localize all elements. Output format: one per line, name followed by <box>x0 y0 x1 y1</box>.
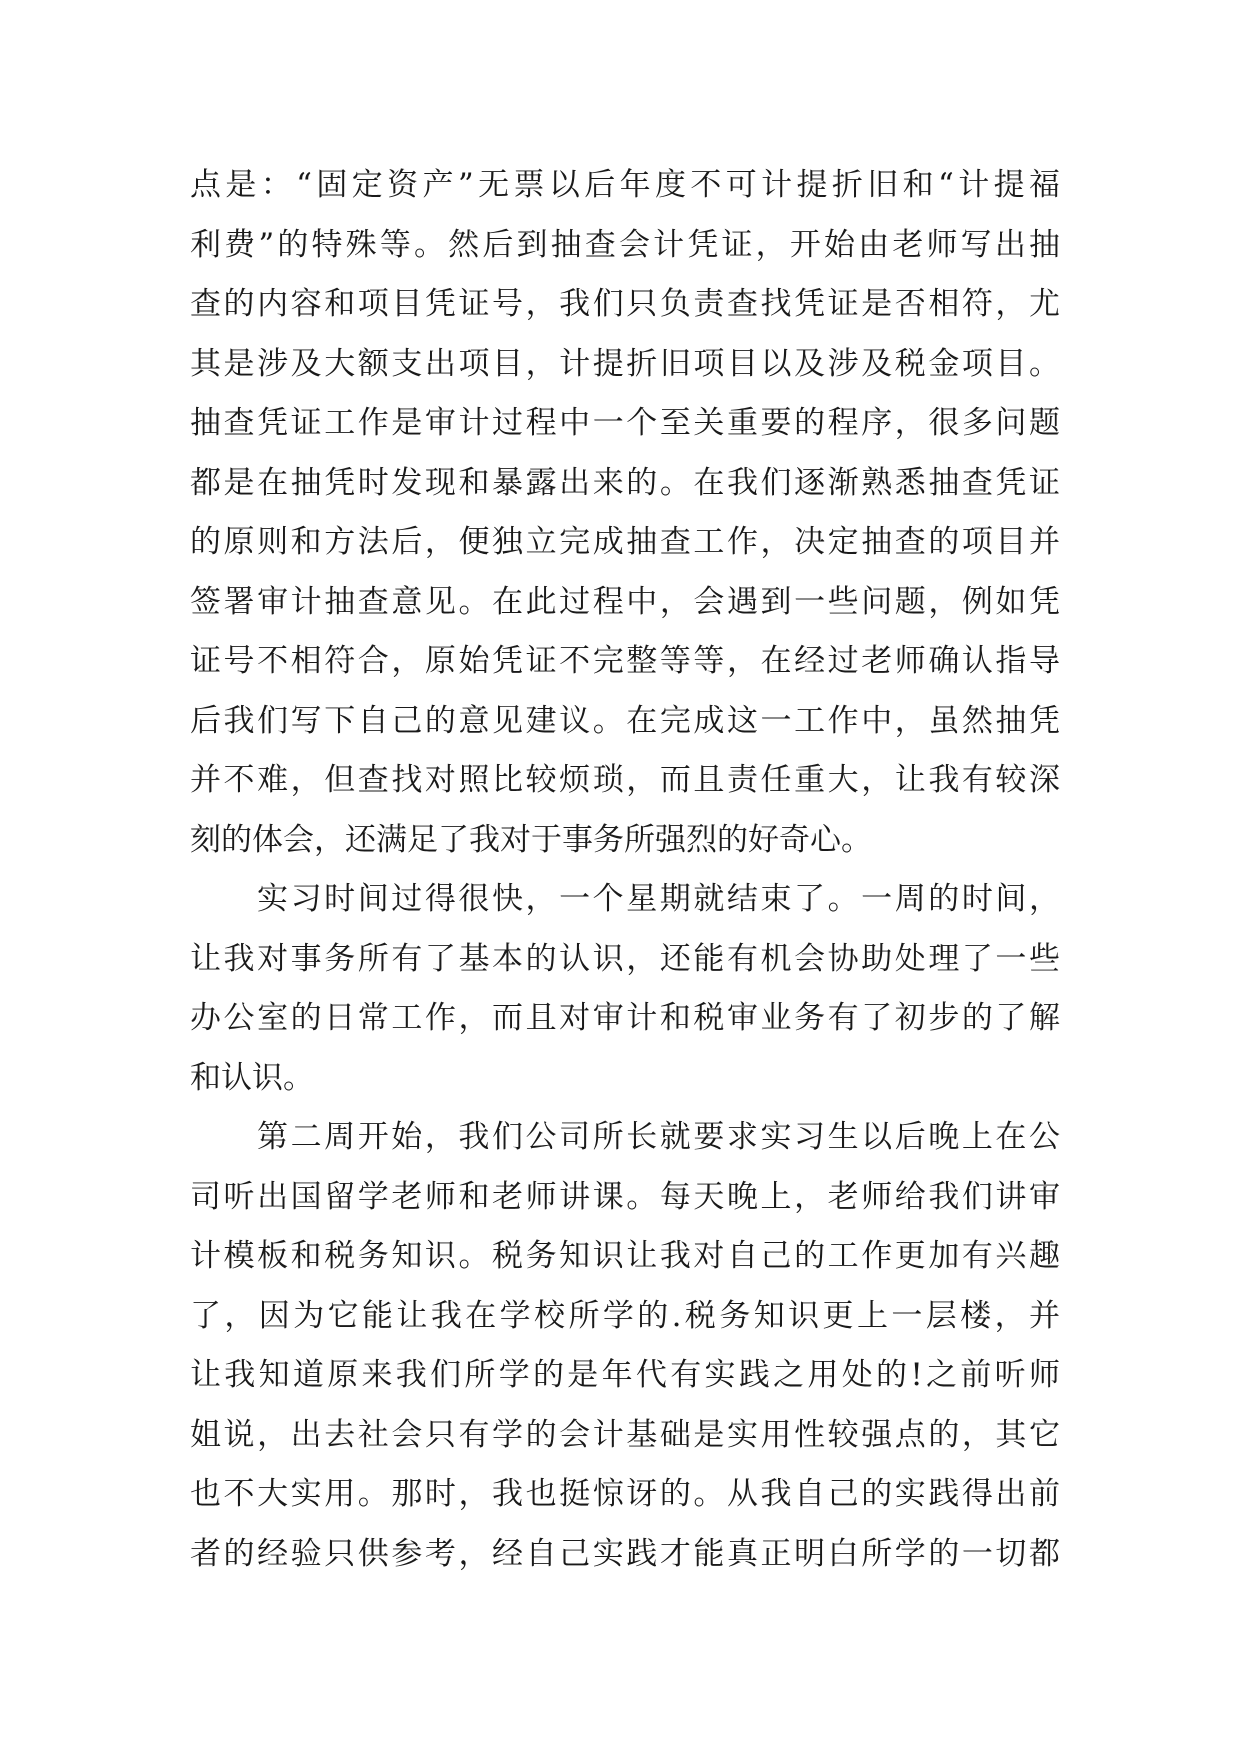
text-line: 和认识。 <box>190 1059 314 1096</box>
text-line: 也不大实用。那时，我也挺惊讶的。从我自己的实践得出前 <box>190 1476 1060 1512</box>
text-line: 签署审计抽查意见。在此过程中，会遇到一些问题，例如凭 <box>190 583 1060 620</box>
text-line: 其是涉及大额支出项目，计提折旧项目以及涉及税金项目。 <box>190 345 1060 382</box>
paragraph-audit-vouchers <box>190 156 1060 870</box>
text-line: 都是在抽凭时发现和暴露出来的。在我们逐渐熟悉抽查凭证 <box>190 464 1060 501</box>
text-line: 了，因为它能让我在学校所学的.税务知识更上一层楼，并 <box>190 1297 1060 1334</box>
text-line: 司听出国留学老师和老师讲课。每天晚上，老师给我们讲审 <box>190 1178 1060 1215</box>
text-line: 后我们写下自己的意见建议。在完成这一工作中，虽然抽凭 <box>190 702 1060 739</box>
text-line: 姐说，出去社会只有学的会计基础是实用性较强点的，其它 <box>190 1416 1060 1453</box>
text-line: 刻的体会，还满足了我对于事务所强烈的好奇心。 <box>190 821 872 858</box>
text-line: 证号不相符合，原始凭证不完整等等，在经过老师确认指导 <box>190 643 1060 679</box>
text-line: 实习时间过得很快，一个星期就结束了。一周的时间， <box>257 881 1060 917</box>
text-line: 点是：“固定资产”无票以后年度不可计提折旧和“计提福 <box>190 167 1060 203</box>
text-line: 让我知道原来我们所学的是年代有实践之用处的!之前听师 <box>190 1357 1060 1393</box>
text-line: 让我对事务所有了基本的认识，还能有机会协助处理了一些 <box>190 940 1060 977</box>
text-line: 办公室的日常工作，而且对审计和税审业务有了初步的了解 <box>190 1000 1060 1036</box>
text-line: 第二周开始，我们公司所长就要求实习生以后晚上在公 <box>257 1119 1060 1155</box>
text-line: 利费”的特殊等。然后到抽查会计凭证，开始由老师写出抽 <box>190 226 1060 263</box>
paragraph-first-week <box>190 870 1060 1108</box>
paragraph-second-week <box>190 1108 1060 1584</box>
text-line: 并不难，但查找对照比较烦琐，而且责任重大，让我有较深 <box>190 762 1060 798</box>
text-line: 查的内容和项目凭证号，我们只负责查找凭证是否相符，尤 <box>190 286 1060 322</box>
text-line: 者的经验只供参考，经自己实践才能真正明白所学的一切都 <box>190 1535 1060 1572</box>
text-line: 抽查凭证工作是审计过程中一个至关重要的程序，很多问题 <box>190 405 1060 441</box>
text-line: 的原则和方法后，便独立完成抽查工作，决定抽查的项目并 <box>190 524 1060 560</box>
text-line: 计模板和税务知识。税务知识让我对自己的工作更加有兴趣 <box>190 1238 1060 1274</box>
